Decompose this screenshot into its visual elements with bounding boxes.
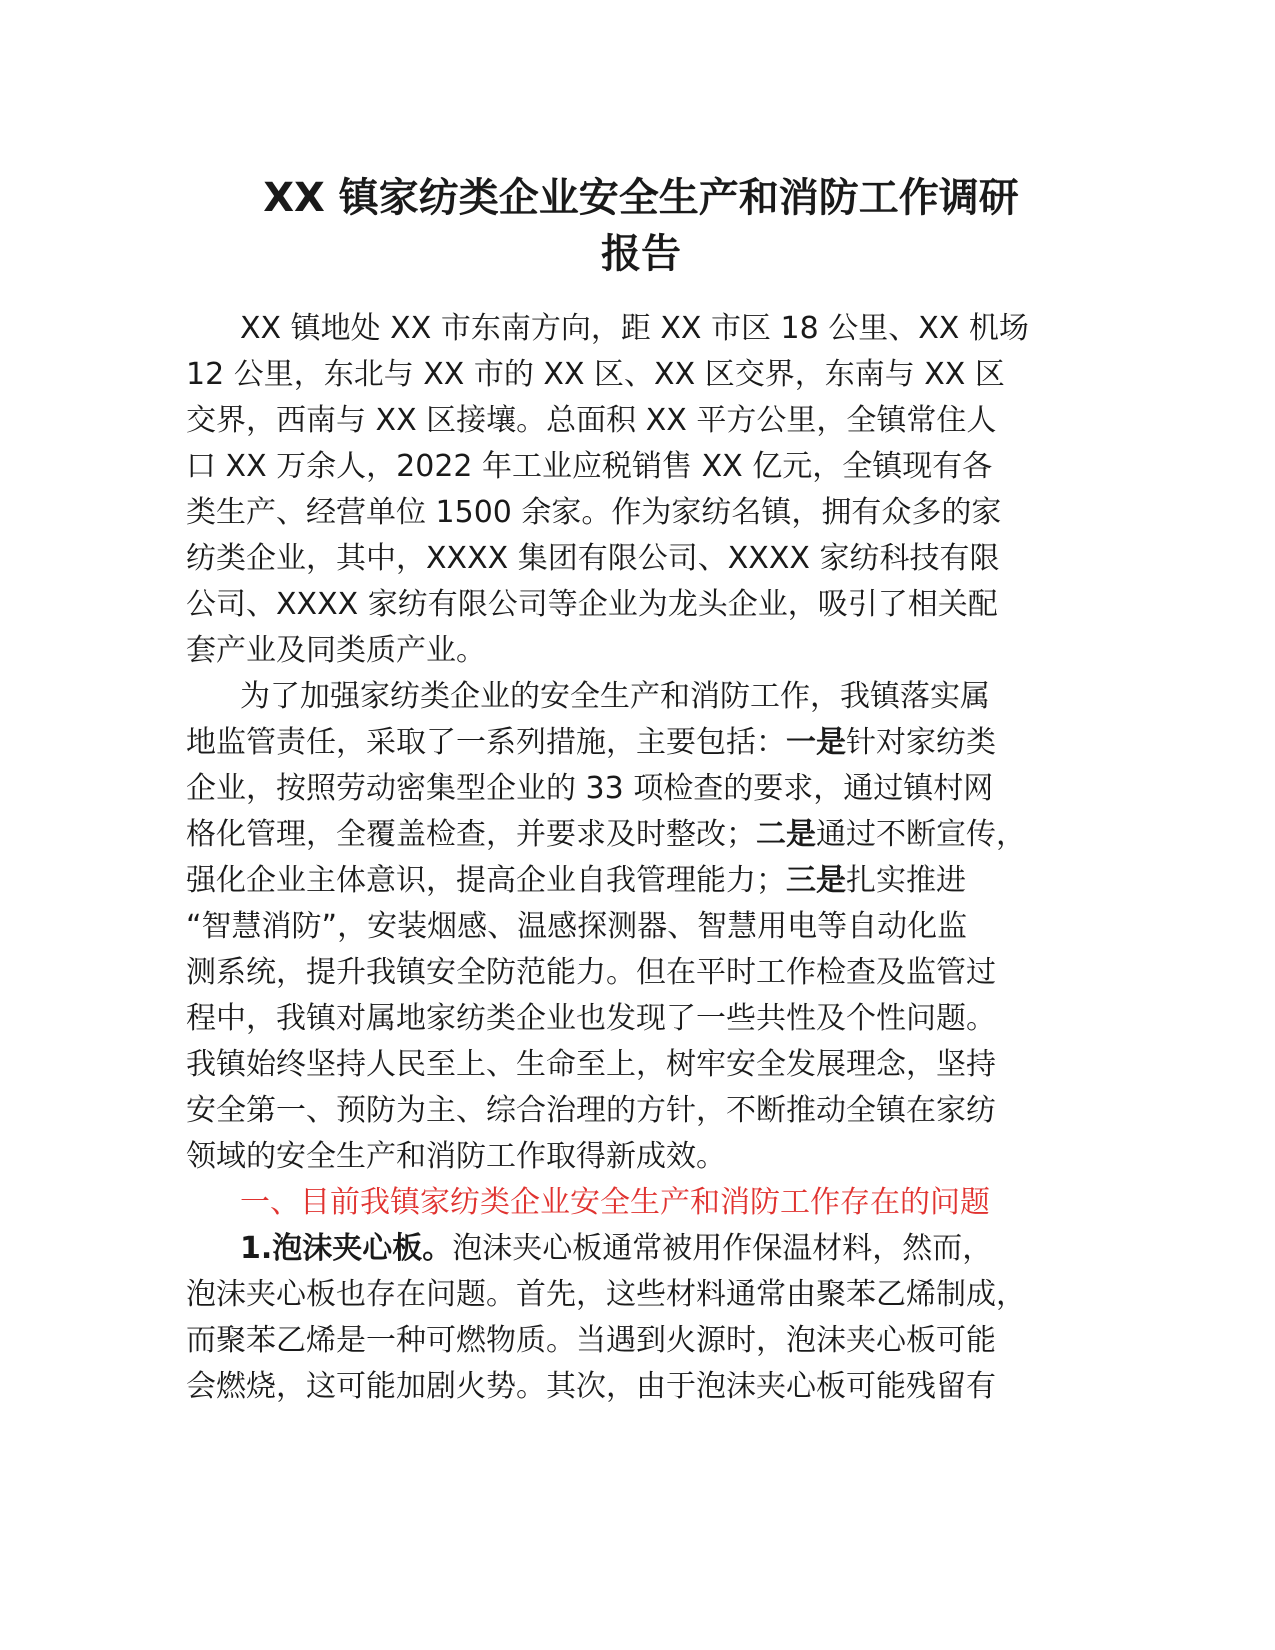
section-heading-text: 一、目前我镇家纺类企业安全生产和消防工作存在的问题 [240, 1185, 990, 1220]
text-line: 公司、XXXX 家纺有限公司等企业为龙头企业，吸引了相关配 [186, 587, 998, 622]
bold-keyword: 三是 [786, 863, 846, 898]
text-line: 企业，按照劳动密集型企业的 33 项检查的要求，通过镇村网 [186, 771, 994, 806]
document-page [186, 170, 1096, 1410]
text-run: 泡沫夹心板通常被用作保温材料，然而， [452, 1231, 993, 1266]
text-line: XX 镇地处 XX 市东南方向，距 XX 市区 18 公里、XX 机场 [240, 311, 1029, 346]
text-line: 会燃烧，这可能加剧火势。其次，由于泡沫夹心板可能残留有 [186, 1369, 996, 1404]
text-line: 领域的安全生产和消防工作取得新成效。 [186, 1139, 726, 1174]
text-line [186, 858, 1096, 904]
title-line-1: XX 镇家纺类企业安全生产和消防工作调研 [263, 175, 1019, 221]
text-line: 测系统，提升我镇安全防范能力。但在平时工作检查及监管过 [186, 955, 996, 990]
text-line: 程中，我镇对属地家纺类企业也发现了一些共性及个性问题。 [186, 1001, 996, 1036]
text-run: 地监管责任，采取了一系列措施，主要包括： [186, 725, 786, 760]
text-line: 泡沫夹心板也存在问题。首先，这些材料通常由聚苯乙烯制成， [186, 1277, 1026, 1312]
document-body [186, 306, 1096, 1410]
text-line: 安全第一、预防为主、综合治理的方针，不断推动全镇在家纺 [186, 1093, 996, 1128]
text-line: 12 公里，东北与 XX 市的 XX 区、XX 区交界，东南与 XX 区 [186, 357, 1005, 392]
paragraph-overview [186, 306, 1096, 674]
text-line: 交界，西南与 XX 区接壤。总面积 XX 平方公里，全镇常住人 [186, 403, 997, 438]
text-line: 口 XX 万余人，2022 年工业应税销售 XX 亿元，全镇现有各 [186, 449, 993, 484]
text-run: 格化管理，全覆盖检查，并要求及时整改； [186, 817, 756, 852]
text-line [186, 1226, 1096, 1272]
bold-keyword: 一是 [786, 725, 846, 760]
text-line: 纺类企业，其中，XXXX 集团有限公司、XXXX 家纺科技有限 [186, 541, 1000, 576]
text-line: 套产业及同类质产业。 [186, 633, 486, 668]
title-line-2: 报告 [601, 231, 681, 277]
text-run: 通过不断宣传， [816, 817, 1026, 852]
text-run: 扎实推进 [846, 863, 966, 898]
text-line: 类生产、经营单位 1500 余家。作为家纺名镇，拥有众多的家 [186, 495, 1002, 530]
text-line [186, 812, 1096, 858]
text-line: “智慧消防”，安装烟感、温感探测器、智慧用电等自动化监 [186, 909, 968, 944]
paragraph-measures [186, 674, 1096, 1180]
text-run: 针对家纺类 [846, 725, 996, 760]
subheading-foam-board: 1.泡沫夹心板。 [240, 1231, 453, 1266]
paragraph-foam-board [186, 1226, 1096, 1410]
text-line: 我镇始终坚持人民至上、生命至上，树牢安全发展理念，坚持 [186, 1047, 996, 1082]
section-heading-problems [186, 1180, 1096, 1226]
bold-keyword: 二是 [756, 817, 816, 852]
text-line: 而聚苯乙烯是一种可燃物质。当遇到火源时，泡沫夹心板可能 [186, 1323, 996, 1358]
document-title [186, 170, 1096, 282]
text-line [186, 720, 1096, 766]
text-line: 为了加强家纺类企业的安全生产和消防工作，我镇落实属 [240, 679, 990, 714]
text-run: 强化企业主体意识，提高企业自我管理能力； [186, 863, 786, 898]
